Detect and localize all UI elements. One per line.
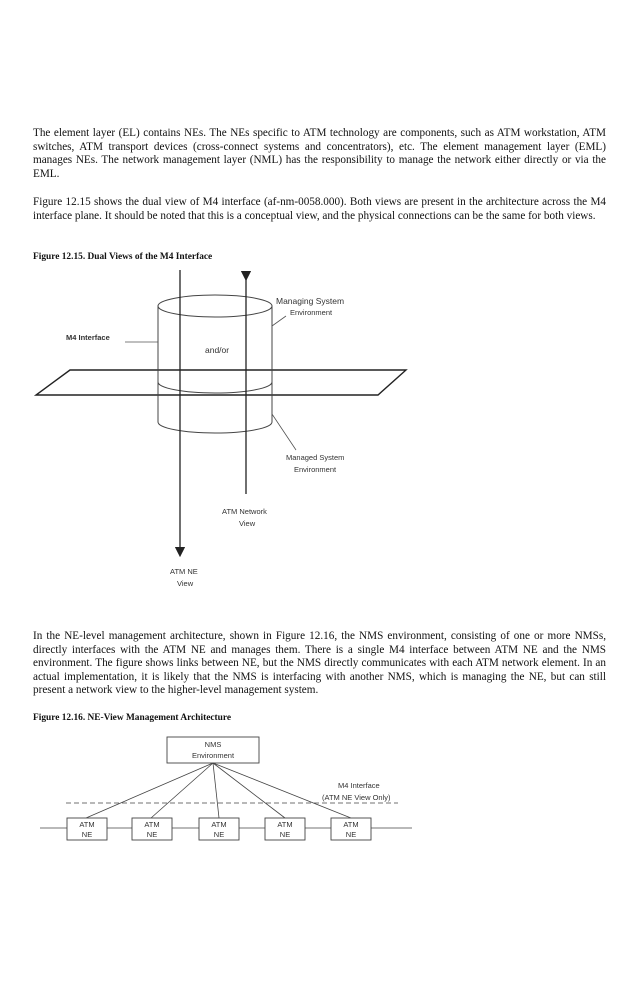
label-managed-environment: Environment — [294, 465, 337, 474]
label-managed-system: Managed System — [286, 453, 345, 462]
cylinder-middle-arc — [158, 382, 272, 393]
atm-ne-box-3-line1: ATM — [211, 820, 227, 829]
atm-ne-box-5-line2: NE — [345, 830, 357, 839]
atm-ne-box-4-line1: ATM — [277, 820, 293, 829]
managing-leader-line — [272, 316, 286, 326]
nms-link-ne-3 — [213, 763, 219, 818]
figure-12-16-diagram — [0, 730, 638, 860]
nms-link-ne-1 — [86, 763, 213, 818]
atm-ne-box-1-line2: NE — [81, 830, 93, 839]
m4-view-only-label: (ATM NE View Only) — [322, 793, 391, 802]
atm-ne-box-2-line1: ATM — [144, 820, 160, 829]
atm-ne-box-4-line2: NE — [279, 830, 291, 839]
label-managing-system: Managing System — [276, 296, 345, 306]
paragraph-dual-view: Figure 12.15 shows the dual view of M4 interface (af-nm-0058.000). Both views are present in the architecture across the M4 interface plane. It should be noted that this is a conceptual view, and the physical connections can be the same for both views. — [33, 196, 606, 222]
figure-12-16-caption: Figure 12.16. NE-View Management Architecture — [33, 713, 232, 723]
label-atm-network: ATM Network — [222, 507, 267, 516]
label-atm-network-view: View — [239, 519, 256, 528]
nms-link-ne-2 — [151, 763, 213, 818]
nms-link-ne-5 — [213, 763, 351, 818]
atm-ne-box-5-line1: ATM — [343, 820, 359, 829]
paragraph-ne-level: In the NE-level management architecture, shown in Figure 12.16, the NMS environment, consisting of one or more NMSs, directly interfaces with the ATM NE and manages them. There is a single M4 interface between ATM NE and the NMS environment. The figure shows links between NE, but the NMS directly communicates with each ATM network element. In an actual implementation, it is likely that the NMS is interfacing with another NMS, which is managing the NE, but can still present a network view to the higher-level management system. — [33, 630, 606, 697]
nms-environment-label: Environment — [191, 751, 235, 760]
figure-12-15-caption: Figure 12.15. Dual Views of the M4 Interface — [33, 252, 213, 262]
label-managing-environment: Environment — [290, 308, 333, 317]
atm-ne-box-1-line1: ATM — [79, 820, 95, 829]
cylinder-bottom-arc — [158, 422, 272, 433]
nms-label: NMS — [204, 740, 222, 749]
atm-ne-box-3-line2: NE — [213, 830, 225, 839]
nms-link-ne-4 — [213, 763, 285, 818]
cylinder-top — [158, 295, 272, 317]
label-m4-interface: M4 Interface — [66, 333, 110, 342]
atm-ne-box-2-line2: NE — [146, 830, 158, 839]
m4-interface-plane — [36, 370, 406, 395]
figure-12-15-diagram — [0, 268, 638, 598]
m4-interface-label: M4 Interface — [338, 781, 380, 790]
paragraph-element-layer: The element layer (EL) contains NEs. The NEs specific to ATM technology are components, such as ATM workstation, ATM switches, ATM transport devices (cross-connect systems and concentrators), etc. The element management layer (EML) manages NEs. The network management layer (NML) has the responsibility to manage the network either directly or via the EML. — [33, 127, 606, 180]
label-atm-ne-view: View — [177, 579, 194, 588]
label-atm-ne: ATM NE — [170, 567, 198, 576]
managed-leader-line — [272, 414, 296, 450]
label-and-or: and/or — [205, 345, 230, 355]
